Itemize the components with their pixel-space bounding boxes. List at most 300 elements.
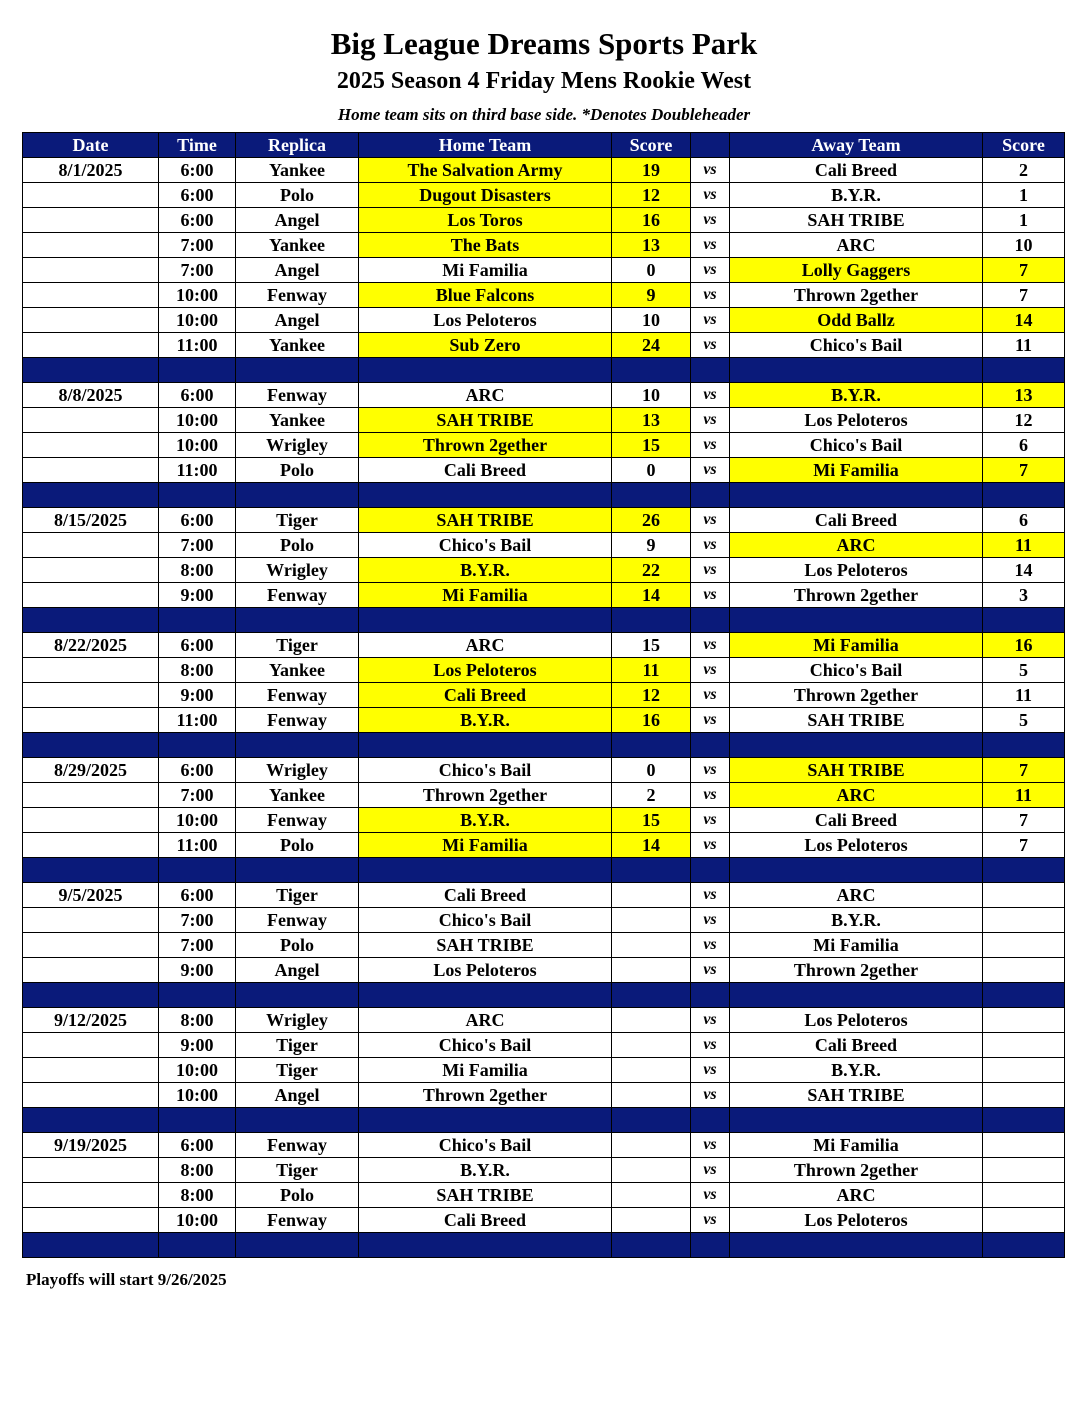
date-cell xyxy=(23,833,159,858)
home-team-cell: Chico's Bail xyxy=(359,533,612,558)
date-cell xyxy=(23,583,159,608)
home-team-cell: Los Peloteros xyxy=(359,308,612,333)
vs-cell: vs xyxy=(691,1008,730,1033)
separator-cell xyxy=(983,358,1065,383)
vs-cell: vs xyxy=(691,383,730,408)
away-score-cell: 14 xyxy=(983,308,1065,333)
separator-cell xyxy=(159,858,236,883)
away-team-cell: Mi Familia xyxy=(730,1133,983,1158)
separator-cell xyxy=(159,1233,236,1258)
home-team-cell: SAH TRIBE xyxy=(359,1183,612,1208)
vs-cell: vs xyxy=(691,683,730,708)
replica-cell: Wrigley xyxy=(236,558,359,583)
replica-cell: Tiger xyxy=(236,1033,359,1058)
away-score-cell: 3 xyxy=(983,583,1065,608)
home-score-cell: 10 xyxy=(612,308,691,333)
replica-cell: Tiger xyxy=(236,1158,359,1183)
replica-cell: Yankee xyxy=(236,408,359,433)
date-cell xyxy=(23,958,159,983)
home-score-cell: 24 xyxy=(612,333,691,358)
home-team-cell: B.Y.R. xyxy=(359,1158,612,1183)
vs-cell: vs xyxy=(691,558,730,583)
away-score-cell: 7 xyxy=(983,258,1065,283)
home-team-cell: Thrown 2gether xyxy=(359,1083,612,1108)
home-score-cell: 9 xyxy=(612,283,691,308)
away-team-cell: ARC xyxy=(730,1183,983,1208)
home-score-cell: 15 xyxy=(612,808,691,833)
date-cell xyxy=(23,908,159,933)
date-cell xyxy=(23,458,159,483)
vs-cell: vs xyxy=(691,808,730,833)
vs-cell: vs xyxy=(691,1083,730,1108)
vs-cell: vs xyxy=(691,1208,730,1233)
away-score-cell: 6 xyxy=(983,508,1065,533)
separator-cell xyxy=(612,983,691,1008)
replica-cell: Tiger xyxy=(236,633,359,658)
time-cell: 6:00 xyxy=(159,633,236,658)
date-cell xyxy=(23,433,159,458)
date-cell: 9/12/2025 xyxy=(23,1008,159,1033)
replica-cell: Polo xyxy=(236,183,359,208)
replica-cell: Fenway xyxy=(236,683,359,708)
separator-cell xyxy=(730,733,983,758)
away-score-cell: 11 xyxy=(983,533,1065,558)
separator-cell xyxy=(236,858,359,883)
separator-cell xyxy=(983,983,1065,1008)
separator-cell xyxy=(23,1108,159,1133)
time-cell: 11:00 xyxy=(159,458,236,483)
replica-cell: Fenway xyxy=(236,1208,359,1233)
home-score-cell xyxy=(612,1158,691,1183)
vs-cell: vs xyxy=(691,908,730,933)
week-separator-row xyxy=(23,858,1065,883)
home-score-cell: 9 xyxy=(612,533,691,558)
table-row xyxy=(23,658,1065,683)
separator-cell xyxy=(612,733,691,758)
away-score-cell xyxy=(983,1033,1065,1058)
away-team-cell: Odd Ballz xyxy=(730,308,983,333)
separator-cell xyxy=(23,1233,159,1258)
home-score-cell: 16 xyxy=(612,708,691,733)
table-row xyxy=(23,1058,1065,1083)
vs-cell: vs xyxy=(691,408,730,433)
date-cell: 8/1/2025 xyxy=(23,158,159,183)
table-row xyxy=(23,833,1065,858)
home-score-cell: 12 xyxy=(612,183,691,208)
vs-cell: vs xyxy=(691,458,730,483)
schedule-table xyxy=(22,132,1065,1258)
vs-cell: vs xyxy=(691,933,730,958)
week-separator-row xyxy=(23,608,1065,633)
vs-cell: vs xyxy=(691,833,730,858)
date-cell: 8/29/2025 xyxy=(23,758,159,783)
schedule-body xyxy=(23,158,1065,1258)
separator-cell xyxy=(983,1108,1065,1133)
column-header-date: Date xyxy=(23,133,159,158)
separator-cell xyxy=(730,483,983,508)
home-score-cell xyxy=(612,1133,691,1158)
replica-cell: Tiger xyxy=(236,883,359,908)
date-cell: 8/22/2025 xyxy=(23,633,159,658)
time-cell: 10:00 xyxy=(159,1208,236,1233)
time-cell: 11:00 xyxy=(159,708,236,733)
vs-cell: vs xyxy=(691,1183,730,1208)
home-team-cell: Los Peloteros xyxy=(359,658,612,683)
away-team-cell: Thrown 2gether xyxy=(730,1158,983,1183)
home-score-cell: 22 xyxy=(612,558,691,583)
vs-cell: vs xyxy=(691,783,730,808)
time-cell: 10:00 xyxy=(159,1083,236,1108)
separator-cell xyxy=(691,733,730,758)
away-team-cell: Los Peloteros xyxy=(730,833,983,858)
separator-cell xyxy=(159,983,236,1008)
time-cell: 9:00 xyxy=(159,683,236,708)
home-score-cell: 26 xyxy=(612,508,691,533)
time-cell: 9:00 xyxy=(159,583,236,608)
separator-cell xyxy=(23,858,159,883)
time-cell: 7:00 xyxy=(159,908,236,933)
week-separator-row xyxy=(23,358,1065,383)
date-cell xyxy=(23,408,159,433)
home-team-cell: ARC xyxy=(359,1008,612,1033)
away-score-cell: 14 xyxy=(983,558,1065,583)
home-score-cell xyxy=(612,1058,691,1083)
away-team-cell: B.Y.R. xyxy=(730,383,983,408)
away-score-cell: 11 xyxy=(983,333,1065,358)
home-team-cell: Dugout Disasters xyxy=(359,183,612,208)
table-row xyxy=(23,958,1065,983)
vs-cell: vs xyxy=(691,883,730,908)
home-team-cell: Chico's Bail xyxy=(359,1033,612,1058)
table-row xyxy=(23,1008,1065,1033)
date-cell xyxy=(23,1208,159,1233)
separator-cell xyxy=(359,858,612,883)
time-cell: 6:00 xyxy=(159,183,236,208)
replica-cell: Polo xyxy=(236,933,359,958)
vs-cell: vs xyxy=(691,1033,730,1058)
separator-cell xyxy=(23,608,159,633)
vs-cell: vs xyxy=(691,233,730,258)
table-row xyxy=(23,158,1065,183)
table-row xyxy=(23,1208,1065,1233)
away-team-cell: Los Peloteros xyxy=(730,1208,983,1233)
separator-cell xyxy=(159,733,236,758)
home-team-cell: SAH TRIBE xyxy=(359,408,612,433)
date-cell xyxy=(23,333,159,358)
separator-cell xyxy=(359,983,612,1008)
away-score-cell xyxy=(983,933,1065,958)
separator-cell xyxy=(691,1233,730,1258)
away-score-cell: 7 xyxy=(983,808,1065,833)
table-row xyxy=(23,233,1065,258)
away-team-cell: Cali Breed xyxy=(730,1033,983,1058)
away-score-cell xyxy=(983,1183,1065,1208)
time-cell: 11:00 xyxy=(159,333,236,358)
column-header-replica: Replica xyxy=(236,133,359,158)
separator-cell xyxy=(236,733,359,758)
vs-cell: vs xyxy=(691,958,730,983)
separator-cell xyxy=(236,358,359,383)
vs-cell: vs xyxy=(691,708,730,733)
time-cell: 9:00 xyxy=(159,958,236,983)
date-cell xyxy=(23,683,159,708)
week-separator-row xyxy=(23,483,1065,508)
vs-cell: vs xyxy=(691,208,730,233)
home-team-cell: ARC xyxy=(359,633,612,658)
home-score-cell: 15 xyxy=(612,433,691,458)
away-team-cell: ARC xyxy=(730,883,983,908)
separator-cell xyxy=(159,483,236,508)
vs-cell: vs xyxy=(691,183,730,208)
home-team-cell: Cali Breed xyxy=(359,458,612,483)
table-row xyxy=(23,1033,1065,1058)
away-team-cell: ARC xyxy=(730,783,983,808)
separator-cell xyxy=(983,858,1065,883)
date-cell: 8/15/2025 xyxy=(23,508,159,533)
home-team-cell: B.Y.R. xyxy=(359,558,612,583)
vs-cell: vs xyxy=(691,633,730,658)
separator-cell xyxy=(730,358,983,383)
time-cell: 10:00 xyxy=(159,433,236,458)
week-separator-row xyxy=(23,733,1065,758)
time-cell: 6:00 xyxy=(159,883,236,908)
replica-cell: Polo xyxy=(236,1183,359,1208)
date-cell xyxy=(23,708,159,733)
separator-cell xyxy=(730,608,983,633)
home-score-cell xyxy=(612,933,691,958)
replica-cell: Polo xyxy=(236,833,359,858)
vs-cell: vs xyxy=(691,583,730,608)
table-row xyxy=(23,333,1065,358)
away-team-cell: Chico's Bail xyxy=(730,658,983,683)
away-score-cell: 7 xyxy=(983,283,1065,308)
separator-cell xyxy=(159,608,236,633)
away-team-cell: B.Y.R. xyxy=(730,908,983,933)
time-cell: 11:00 xyxy=(159,833,236,858)
table-row xyxy=(23,208,1065,233)
home-score-cell: 16 xyxy=(612,208,691,233)
separator-cell xyxy=(612,1108,691,1133)
table-row xyxy=(23,883,1065,908)
home-score-cell: 2 xyxy=(612,783,691,808)
time-cell: 8:00 xyxy=(159,558,236,583)
replica-cell: Tiger xyxy=(236,1058,359,1083)
date-cell xyxy=(23,258,159,283)
away-team-cell: SAH TRIBE xyxy=(730,708,983,733)
separator-cell xyxy=(983,733,1065,758)
away-score-cell xyxy=(983,1158,1065,1183)
time-cell: 8:00 xyxy=(159,1158,236,1183)
away-score-cell: 2 xyxy=(983,158,1065,183)
home-team-cell: Thrown 2gether xyxy=(359,783,612,808)
vs-cell: vs xyxy=(691,533,730,558)
home-score-cell: 13 xyxy=(612,408,691,433)
home-team-cell: Blue Falcons xyxy=(359,283,612,308)
separator-cell xyxy=(983,483,1065,508)
time-cell: 6:00 xyxy=(159,1133,236,1158)
home-score-cell: 0 xyxy=(612,758,691,783)
home-score-cell: 13 xyxy=(612,233,691,258)
home-team-cell: B.Y.R. xyxy=(359,708,612,733)
away-team-cell: B.Y.R. xyxy=(730,183,983,208)
away-team-cell: Thrown 2gether xyxy=(730,958,983,983)
table-row xyxy=(23,433,1065,458)
table-row xyxy=(23,533,1065,558)
time-cell: 10:00 xyxy=(159,808,236,833)
away-score-cell: 16 xyxy=(983,633,1065,658)
replica-cell: Polo xyxy=(236,533,359,558)
home-score-cell xyxy=(612,1208,691,1233)
away-team-cell: Chico's Bail xyxy=(730,333,983,358)
away-team-cell: Thrown 2gether xyxy=(730,683,983,708)
separator-cell xyxy=(612,1233,691,1258)
home-team-cell: Chico's Bail xyxy=(359,758,612,783)
table-row xyxy=(23,758,1065,783)
time-cell: 10:00 xyxy=(159,408,236,433)
table-row xyxy=(23,508,1065,533)
vs-cell: vs xyxy=(691,333,730,358)
replica-cell: Yankee xyxy=(236,658,359,683)
replica-cell: Angel xyxy=(236,958,359,983)
week-separator-row xyxy=(23,1233,1065,1258)
home-team-cell: SAH TRIBE xyxy=(359,508,612,533)
table-row xyxy=(23,933,1065,958)
table-row xyxy=(23,283,1065,308)
date-cell xyxy=(23,1158,159,1183)
away-team-cell: SAH TRIBE xyxy=(730,208,983,233)
vs-cell: vs xyxy=(691,1058,730,1083)
separator-cell xyxy=(236,608,359,633)
home-team-cell: Mi Familia xyxy=(359,258,612,283)
time-cell: 10:00 xyxy=(159,283,236,308)
vs-cell: vs xyxy=(691,758,730,783)
home-score-cell: 11 xyxy=(612,658,691,683)
away-score-cell xyxy=(983,1083,1065,1108)
date-cell xyxy=(23,933,159,958)
date-cell xyxy=(23,558,159,583)
separator-cell xyxy=(730,1108,983,1133)
home-score-cell xyxy=(612,1033,691,1058)
home-score-cell: 0 xyxy=(612,458,691,483)
vs-cell: vs xyxy=(691,283,730,308)
date-cell xyxy=(23,1083,159,1108)
replica-cell: Wrigley xyxy=(236,1008,359,1033)
away-score-cell xyxy=(983,1058,1065,1083)
replica-cell: Polo xyxy=(236,458,359,483)
home-score-cell: 14 xyxy=(612,833,691,858)
home-team-cell: The Bats xyxy=(359,233,612,258)
away-team-cell: Cali Breed xyxy=(730,508,983,533)
away-team-cell: Chico's Bail xyxy=(730,433,983,458)
table-row xyxy=(23,383,1065,408)
away-score-cell: 12 xyxy=(983,408,1065,433)
date-cell xyxy=(23,533,159,558)
separator-cell xyxy=(612,483,691,508)
away-score-cell: 1 xyxy=(983,208,1065,233)
table-row xyxy=(23,583,1065,608)
separator-cell xyxy=(359,733,612,758)
vs-cell: vs xyxy=(691,658,730,683)
replica-cell: Wrigley xyxy=(236,433,359,458)
column-header-away-score: Score xyxy=(983,133,1065,158)
date-cell xyxy=(23,1183,159,1208)
away-team-cell: Thrown 2gether xyxy=(730,583,983,608)
away-score-cell: 11 xyxy=(983,783,1065,808)
separator-cell xyxy=(691,358,730,383)
separator-cell xyxy=(691,483,730,508)
time-cell: 6:00 xyxy=(159,158,236,183)
separator-cell xyxy=(691,983,730,1008)
separator-cell xyxy=(23,733,159,758)
week-separator-row xyxy=(23,983,1065,1008)
separator-cell xyxy=(23,483,159,508)
replica-cell: Fenway xyxy=(236,908,359,933)
replica-cell: Wrigley xyxy=(236,758,359,783)
home-score-cell xyxy=(612,1083,691,1108)
vs-cell: vs xyxy=(691,258,730,283)
separator-cell xyxy=(359,483,612,508)
home-team-cell: B.Y.R. xyxy=(359,808,612,833)
away-score-cell xyxy=(983,1133,1065,1158)
home-team-cell: Los Toros xyxy=(359,208,612,233)
separator-cell xyxy=(983,608,1065,633)
away-score-cell: 11 xyxy=(983,683,1065,708)
table-row xyxy=(23,558,1065,583)
separator-cell xyxy=(236,483,359,508)
replica-cell: Tiger xyxy=(236,508,359,533)
vs-cell: vs xyxy=(691,433,730,458)
replica-cell: Angel xyxy=(236,308,359,333)
separator-cell xyxy=(612,358,691,383)
vs-cell: vs xyxy=(691,1158,730,1183)
table-row xyxy=(23,1183,1065,1208)
home-team-cell: Cali Breed xyxy=(359,1208,612,1233)
date-cell xyxy=(23,783,159,808)
separator-cell xyxy=(236,1233,359,1258)
date-cell xyxy=(23,183,159,208)
away-team-cell: ARC xyxy=(730,533,983,558)
away-team-cell: Cali Breed xyxy=(730,808,983,833)
away-score-cell xyxy=(983,883,1065,908)
replica-cell: Yankee xyxy=(236,783,359,808)
date-cell: 8/8/2025 xyxy=(23,383,159,408)
away-score-cell xyxy=(983,1008,1065,1033)
vs-cell: vs xyxy=(691,1133,730,1158)
table-row xyxy=(23,458,1065,483)
home-team-cell: The Salvation Army xyxy=(359,158,612,183)
table-row xyxy=(23,808,1065,833)
replica-cell: Fenway xyxy=(236,383,359,408)
separator-cell xyxy=(612,858,691,883)
separator-cell xyxy=(359,1108,612,1133)
home-score-cell: 15 xyxy=(612,633,691,658)
vs-cell: vs xyxy=(691,158,730,183)
away-score-cell: 5 xyxy=(983,708,1065,733)
home-score-cell xyxy=(612,1183,691,1208)
table-row xyxy=(23,708,1065,733)
schedule-note: Home team sits on third base side. *Denotes Doubleheader xyxy=(337,105,751,124)
column-header-home-score: Score xyxy=(612,133,691,158)
away-team-cell: SAH TRIBE xyxy=(730,758,983,783)
home-team-cell: Cali Breed xyxy=(359,683,612,708)
separator-cell xyxy=(691,858,730,883)
time-cell: 8:00 xyxy=(159,658,236,683)
home-team-cell: Chico's Bail xyxy=(359,908,612,933)
table-header-row xyxy=(23,133,1065,158)
time-cell: 8:00 xyxy=(159,1008,236,1033)
replica-cell: Fenway xyxy=(236,708,359,733)
home-team-cell: Mi Familia xyxy=(359,1058,612,1083)
